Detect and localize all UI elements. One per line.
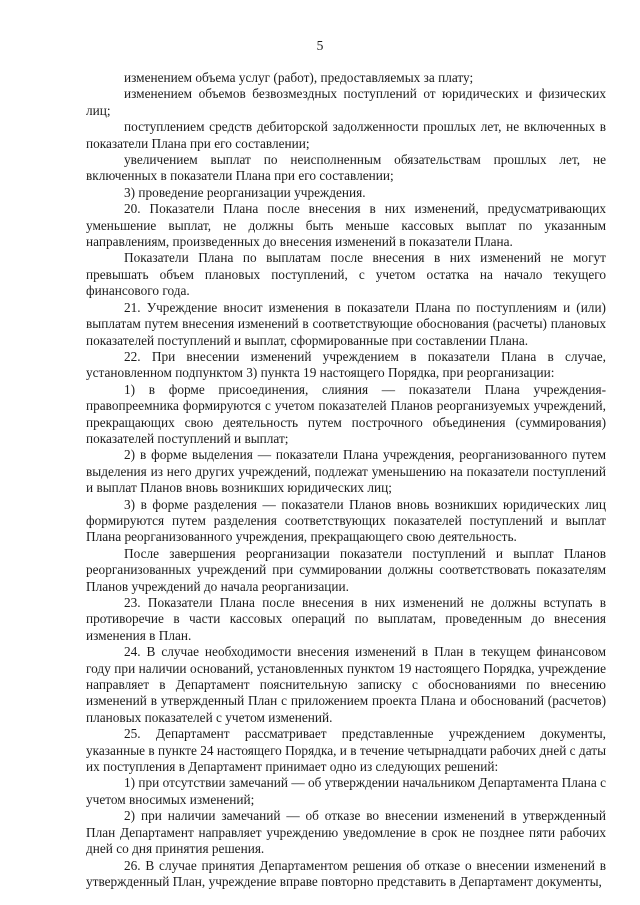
- paragraph-16: 1) при отсутствии замечаний — об утверждении начальником Департамента Плана с учетом вносимых изменений;: [86, 775, 606, 807]
- paragraph-6: Показатели Плана по выплатам после внесения в них изменений не могут превышать объем плановых поступлений, с учетом остатка на начало текущего финансового года.: [86, 250, 606, 299]
- paragraph-10: 2) в форме выделения — показатели Плана учреждения, реорганизованного путем выделения из него других учреждений, подлежат уменьшению на показатели поступлений и выплат Планов вновь возникших юридических лиц;: [86, 447, 606, 496]
- paragraph-9: 1) в форме присоединения, слияния — показатели Плана учреждения-правопреемника формируются с учетом показателей Планов реорганизуемых учреждений, прекращающих свою деятельность путем построчного объединения (суммирования) показателей поступлений и выплат;: [86, 381, 606, 446]
- page-number: 5: [316, 38, 324, 53]
- paragraph-8: 22. При внесении изменений учреждением в показатели Плана в случае, установленном подпунктом 3) пункта 19 настоящего Порядка, при реорганизации:: [86, 348, 606, 381]
- paragraph-14: 24. В случае необходимости внесения изменений в План в текущем финансовом году при наличии оснований, установленных пунктом 19 настоящего Порядка, учреждение направляет в Департамент пояснительную записку с обоснованиями по внесению изменений в утвержденный План с приложением проекта Плана и обоснований (расчетов) плановых показателей с учетом изменений.: [86, 644, 606, 725]
- paragraph-12: После завершения реорганизации показатели поступлений и выплат Планов реорганизованных учреждений при суммировании должны соответствовать показателям Планов учреждений до начала реорганизации.: [86, 545, 606, 594]
- paragraph-15: 25. Департамент рассматривает представленные учреждением документы, указанные в пункте 24 настоящего Порядка, и в течение четырнадцати рабочих дней с даты их поступления в Департамент принимает одно из следующих решений:: [86, 726, 606, 775]
- paragraph-13: 23. Показатели Плана после внесения в них изменений не должны вступать в противоречие в части кассовых операций по выплатам, проведенным до внесения изменения в План.: [86, 595, 606, 643]
- paragraph-11: 3) в форме разделения — показатели Планов вновь возникших юридических лиц формируются путем разделения соответствующих показателей поступлений и выплат Плана реорганизованного учреждения, прекращающего свою деятельность.: [86, 496, 606, 545]
- paragraph-1: изменением объемов безвозмездных поступлений от юридических и физических лиц;: [86, 86, 606, 118]
- paragraph-3: увеличением выплат по неисполненным обязательствам прошлых лет, не включенных в показатели Плана при его составлении;: [86, 152, 606, 184]
- paragraph-7: 21. Учреждение вносит изменения в показатели Плана по поступлениям и (или) выплатам путем внесения изменений в соответствующие обоснования (расчеты) плановых показателей поступлений и выплат, сформированные при составлении Плана.: [86, 299, 606, 348]
- paragraph-2: поступлением средств дебиторской задолженности прошлых лет, не включенных в показатели Плана при его составлении;: [86, 119, 606, 151]
- paragraph-18: 26. В случае принятия Департаментом решения об отказе о внесении изменений в утвержденный План, учреждение вправе повторно представить в Департамент документы,: [86, 857, 606, 889]
- paragraph-17: 2) при наличии замечаний — об отказе во внесении изменений в утвержденный План Департамент направляет учреждению уведомление в срок не позднее пяти рабочих дней со дня принятия решения.: [86, 808, 606, 857]
- paragraph-0: изменением объема услуг (работ), предоставляемых за плату;: [124, 70, 474, 85]
- paragraph-5: 20. Показатели Плана после внесения в них изменений, предусматривающих уменьшение выплат, не должны быть меньше кассовых выплат по указанным направлениям, произведенных до внесения изменений в показатели Плана.: [86, 201, 606, 250]
- document-body: [86, 70, 606, 890]
- paragraph-4: 3) проведение реорганизации учреждения.: [124, 184, 366, 200]
